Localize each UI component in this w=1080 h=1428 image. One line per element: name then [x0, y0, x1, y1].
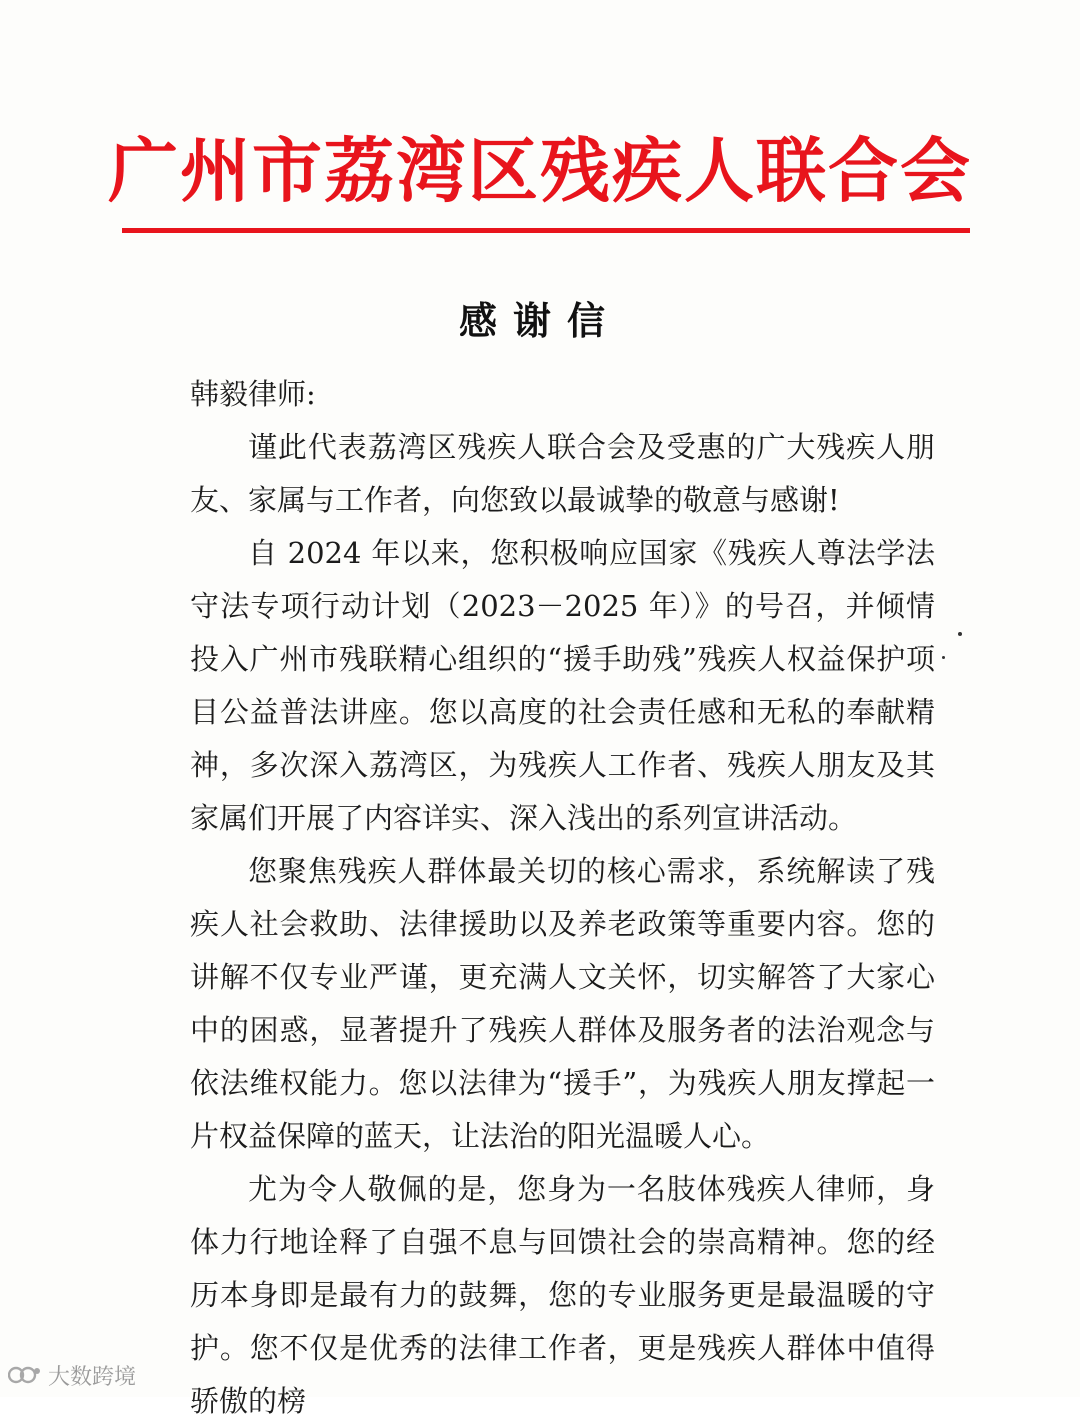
letter-paragraph-3: 您聚焦残疾人群体最关切的核心需求，系统解读了残疾人社会救助、法律援助以及养老政策等重要内容。您的讲解不仅专业严谨，更充满人文关怀，切实解答了大家心中的困惑，显著提升了残疾人群体及服务者的法治观念与依法维权能力。您以法律为“援手”，为残疾人朋友撑起一片权益保障的蓝天，让法治的阳光温暖人心。 [190, 854, 935, 1153]
scan-speck [958, 632, 962, 636]
letter-paragraph-2: 自 2024 年以来，您积极响应国家《残疾人尊法学法守法专项行动计划（2023－2025 年）》的号召，并倾情投入广州市残联精心组织的“援手助残”残疾人权益保护项目公益普法讲座。您以高度的社会责任感和无私的奉献精神，多次深入荔湾区，为残疾人工作者、残疾人朋友及其家属们开展了内容详实、深入浅出的系列宣讲活动。 [190, 536, 935, 835]
letterhead-red-rule [122, 228, 970, 233]
watermark [8, 1360, 136, 1390]
letter-body [190, 368, 935, 1428]
brand-logo-icon [8, 1363, 42, 1387]
letterhead-organization-name: 广州市荔湾区残疾人联合会 [108, 129, 972, 212]
letter-salutation: 韩毅律师: [190, 377, 316, 411]
scan-speck [942, 656, 945, 659]
watermark-text: 大数跨境 [48, 1364, 137, 1390]
letter-title: 感谢信 [458, 298, 621, 343]
letter-paragraph-4: 尤为令人敬佩的是，您身为一名肢体残疾人律师，身体力行地诠释了自强不息与回馈社会的崇高精神。您的经历本身即是最有力的鼓舞，您的专业服务更是最温暖的守护。您不仅是优秀的法律工作者，更是残疾人群体中值得骄傲的榜 [190, 1172, 935, 1418]
letter-paragraph-1: 谨此代表荔湾区残疾人联合会及受惠的广大残疾人朋友、家属与工作者，向您致以最诚挚的敬意与感谢! [190, 430, 935, 517]
